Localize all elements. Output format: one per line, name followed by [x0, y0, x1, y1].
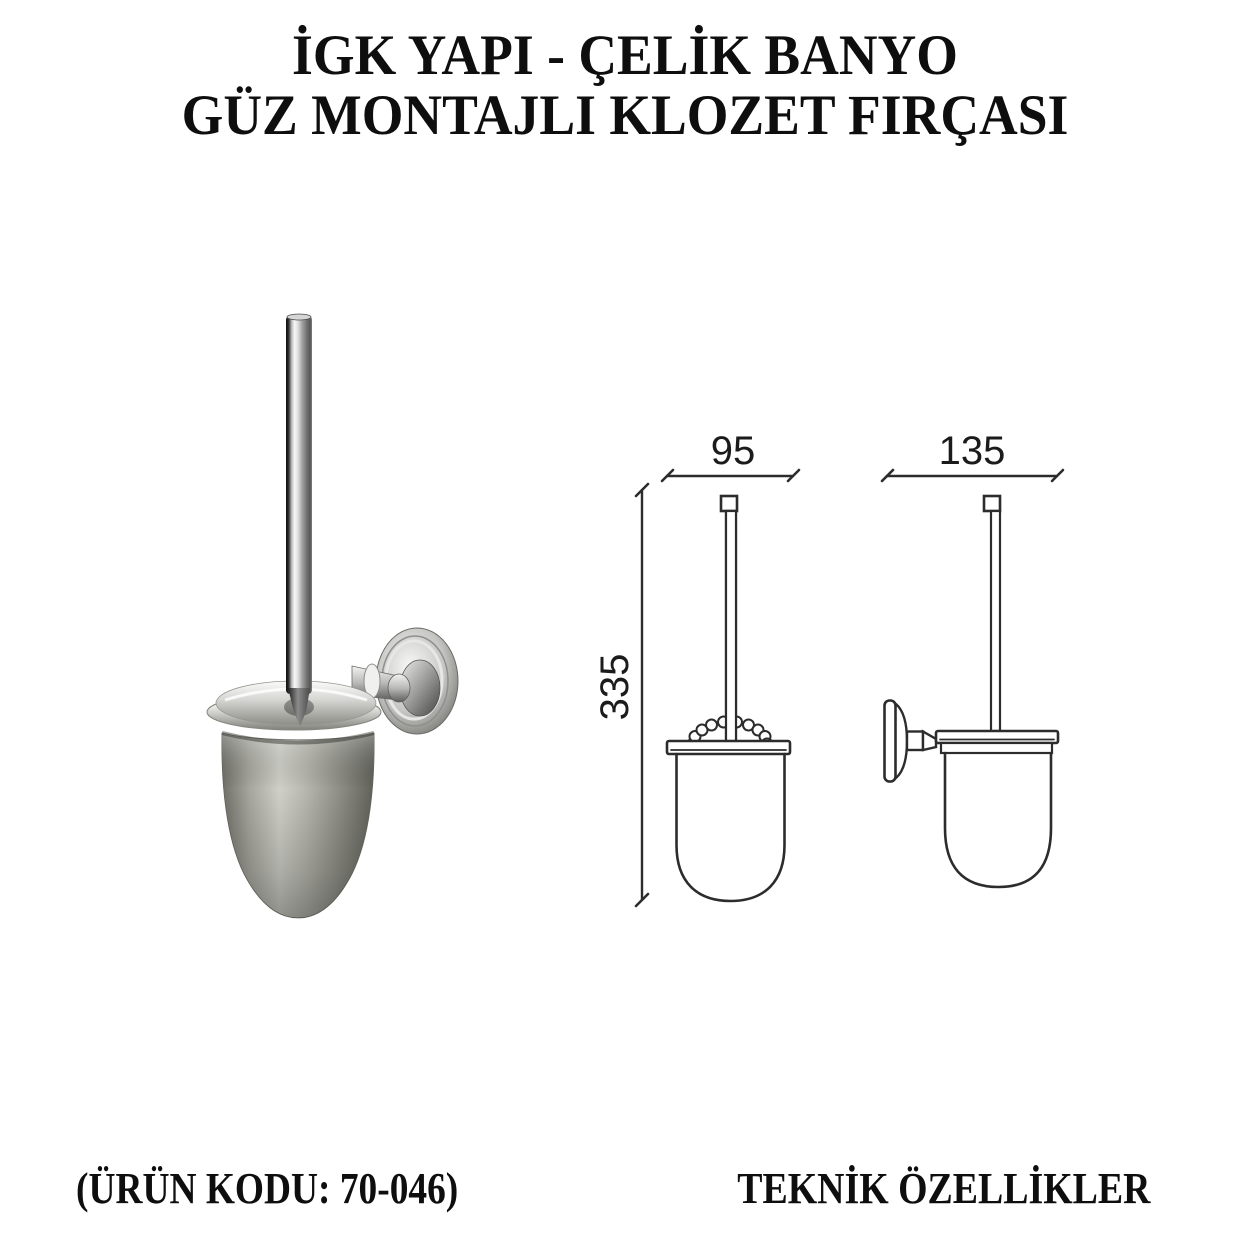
page-title-line2: GÜZ MONTAJLI KLOZET FIRÇASI: [181, 84, 1069, 147]
product-photo: [170, 288, 515, 933]
page-title-line1: İGK YAPI - ÇELİK BANYO: [292, 24, 958, 87]
page-title: [38, 26, 1213, 146]
toilet-brush-photo-illustration: [170, 288, 515, 933]
dimension-height: [593, 484, 648, 906]
product-code: (ÜRÜN KODU: 70-046): [76, 1164, 459, 1213]
side-view: [882, 429, 1063, 887]
front-width-dim-label: 95: [710, 429, 756, 473]
height-dim-label: 335: [593, 653, 637, 721]
photo-handle-rod: [286, 314, 312, 726]
side-depth-dim-label: 135: [938, 429, 1006, 473]
section-label: TEKNİK ÖZELLİKLER: [736, 1164, 1150, 1213]
front-view: [662, 429, 799, 901]
technical-drawing: [580, 420, 1100, 930]
technical-drawing-svg: [580, 420, 1100, 930]
photo-cup: [222, 733, 374, 918]
